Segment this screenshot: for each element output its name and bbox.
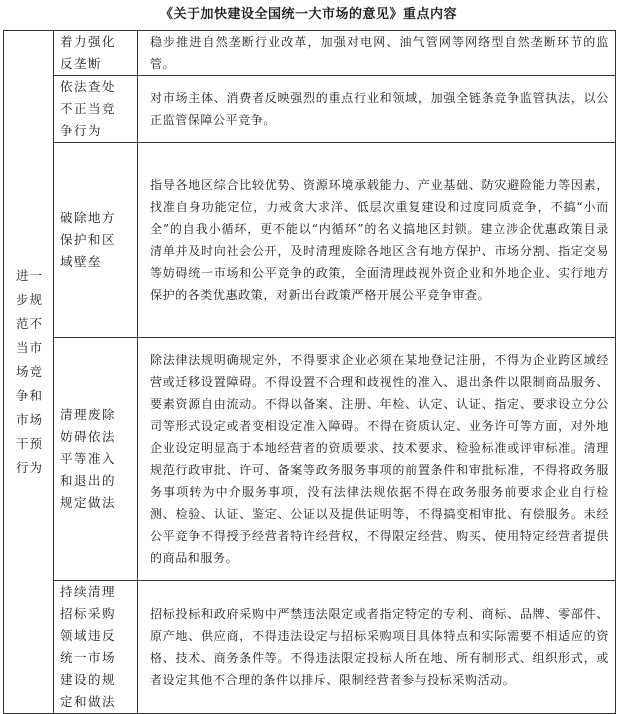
description-cell bbox=[138, 581, 616, 714]
description-cell bbox=[138, 31, 616, 76]
item-cell bbox=[54, 581, 138, 714]
table-row bbox=[4, 143, 616, 338]
description-cell bbox=[138, 143, 616, 338]
item-label: 依法查处不正当竞争行为 bbox=[60, 79, 117, 138]
item-label: 清理废除妨碍依法平等准入和退出的规定做法 bbox=[60, 407, 117, 510]
table-row bbox=[4, 338, 616, 581]
item-cell bbox=[54, 143, 138, 338]
policy-content-table bbox=[3, 30, 616, 714]
document-title: 《关于加快建设全国统一大市场的意见》重点内容 bbox=[159, 7, 457, 22]
item-label: 持续清理招标采购领域违反统一市场建设的规定和做法 bbox=[60, 584, 117, 709]
item-label: 着力强化反垄断 bbox=[60, 34, 117, 71]
table-row bbox=[4, 581, 616, 714]
item-cell bbox=[54, 76, 138, 143]
item-cell bbox=[54, 31, 138, 76]
category-cell bbox=[4, 31, 54, 714]
description-text: 招标投标和政府采购中严禁违法限定或者指定特定的专利、商标、品牌、零部件、原产地、供应商，不得违法设定与招标采购项目具体特点和实际需要不相适应的资格、技术、商务条件等。不得违法限定投标人所在地、所有制形式、组织形式，或者设定其他不合理的条件以排斥、限制经营者参与投标采购活动。 bbox=[150, 607, 609, 687]
table-row bbox=[4, 76, 616, 143]
item-cell bbox=[54, 338, 138, 581]
description-cell bbox=[138, 76, 616, 143]
description-text: 对市场主体、消费者反映强烈的重点行业和领域，加强全链条竞争监管执法，以公正监管保障公平竞争。 bbox=[150, 91, 609, 127]
table-row bbox=[4, 31, 616, 76]
description-cell bbox=[138, 338, 616, 581]
description-text: 稳步推进自然垄断行业改革，加强对电网、油气管网等网络型自然垄断环节的监管。 bbox=[150, 35, 609, 71]
category-label: 进一步规范不当市场竞争和市场干预行为 bbox=[16, 268, 44, 475]
description-text: 指导各地区综合比较优势、资源环境承载能力、产业基础、防灾避险能力等因素，找准自身功能定位，力戒贪大求洋、低层次重复建设和过度同质竞争，不搞“小而全”的自我小循环，更不能以“内循环”的名义搞地区封锁。建立涉企优惠政策目录清单并及时向社会公开，及时清理废除各地区含有地方保护、市场分割、指定交易等妨碍统一市场和公平竞争的政策，全面清理歧视外资企业和外地企业、实行地方保护的各类优惠政策，对新出台政策严格开展公平竞争审查。 bbox=[150, 178, 609, 302]
item-label: 破除地方保护和区域壁垒 bbox=[60, 210, 117, 269]
description-text: 除法律法规明确规定外，不得要求企业必须在某地登记注册，不得为企业跨区域经营或迁移设置障碍。不得设置不合理和歧视性的准入、退出条件以限制商品服务、要素资源自由流动。不得以备案、注册、年检、认定、认证、指定、要求设立分公司等形式设定或者变相设定准入障碍。不得在资质认定、业务许可等方面，对外地企业设定明显高于本地经营者的资质要求、技术要求、检验标准或评审标准。清理规范行政审批、许可、备案等政务服务事项的前置条件和审批标准，不得将政务服务事项转为中介服务事项，没有法律法规依据不得在政务服务前要求企业自行检测、检验、认证、鉴定、公证以及提供证明等，不得搞变相审批、有偿服务。未经公平竞争不得授予经营者特许经营权，不得限定经营、购买、使用特定经营者提供的商品和服务。 bbox=[150, 353, 609, 565]
